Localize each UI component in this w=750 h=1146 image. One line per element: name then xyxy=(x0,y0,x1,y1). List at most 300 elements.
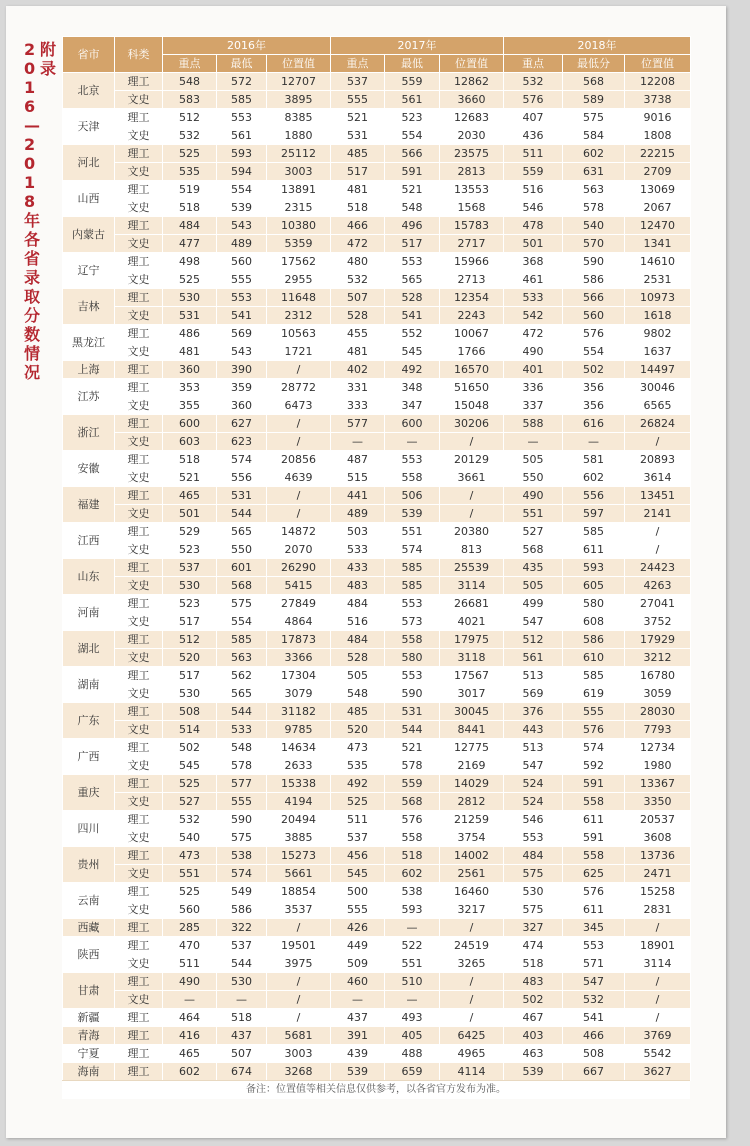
score-cell: 543 xyxy=(217,343,267,361)
score-cell: 3079 xyxy=(267,685,331,703)
score-cell: 553 xyxy=(217,109,267,127)
score-cell: 575 xyxy=(504,865,563,883)
score-cell: 568 xyxy=(385,793,440,811)
table-row xyxy=(63,775,691,793)
table-row xyxy=(63,379,691,397)
score-cell: 585 xyxy=(217,91,267,109)
score-cell: 532 xyxy=(331,271,385,289)
score-cell: 2070 xyxy=(267,541,331,559)
score-cell: / xyxy=(440,487,504,505)
score-cell: 589 xyxy=(563,91,625,109)
score-cell: 535 xyxy=(331,757,385,775)
score-cell: 449 xyxy=(331,937,385,955)
table-row xyxy=(63,739,691,757)
score-cell: 488 xyxy=(385,1045,440,1063)
score-cell: 10380 xyxy=(267,217,331,235)
score-cell: 15783 xyxy=(440,217,504,235)
province-cell: 陕西 xyxy=(63,937,115,973)
score-cell: 3975 xyxy=(267,955,331,973)
score-cell: 26681 xyxy=(440,595,504,613)
province-cell: 黑龙江 xyxy=(63,325,115,361)
score-cell: 529 xyxy=(163,523,217,541)
score-cell: 327 xyxy=(504,919,563,937)
score-cell: 550 xyxy=(217,541,267,559)
score-cell: 22215 xyxy=(625,145,691,163)
table-row xyxy=(63,631,691,649)
score-cell: 17562 xyxy=(267,253,331,271)
score-cell: / xyxy=(267,919,331,937)
score-cell: 585 xyxy=(563,523,625,541)
score-cell: 553 xyxy=(217,289,267,307)
category-cell: 理工 xyxy=(115,667,163,685)
header-category: 科类 xyxy=(115,37,163,73)
score-cell: 584 xyxy=(563,127,625,145)
score-cell: 605 xyxy=(563,577,625,595)
category-cell: 理工 xyxy=(115,559,163,577)
score-cell: 28030 xyxy=(625,703,691,721)
province-cell: 浙江 xyxy=(63,415,115,451)
category-cell: 文史 xyxy=(115,469,163,487)
score-cell: 487 xyxy=(331,451,385,469)
score-cell: 437 xyxy=(217,1027,267,1045)
score-cell: 2471 xyxy=(625,865,691,883)
score-cell: 355 xyxy=(163,397,217,415)
score-cell: 9016 xyxy=(625,109,691,127)
category-cell: 理工 xyxy=(115,937,163,955)
score-cell: 523 xyxy=(385,109,440,127)
score-cell: 4114 xyxy=(440,1063,504,1081)
score-cell: 11648 xyxy=(267,289,331,307)
score-cell: 591 xyxy=(563,775,625,793)
score-cell: 568 xyxy=(563,73,625,91)
score-cell: 523 xyxy=(163,595,217,613)
score-cell: 524 xyxy=(504,775,563,793)
score-cell: 544 xyxy=(217,955,267,973)
score-cell: 578 xyxy=(563,199,625,217)
province-cell: 福建 xyxy=(63,487,115,523)
score-cell: 1637 xyxy=(625,343,691,361)
province-cell: 上海 xyxy=(63,361,115,379)
table-row xyxy=(63,955,691,973)
score-cell: 532 xyxy=(504,73,563,91)
score-cell: 554 xyxy=(385,127,440,145)
score-cell: 18901 xyxy=(625,937,691,955)
table-row xyxy=(63,253,691,271)
score-cell: 360 xyxy=(163,361,217,379)
score-cell: 14002 xyxy=(440,847,504,865)
score-cell: / xyxy=(267,361,331,379)
score-cell: 580 xyxy=(563,595,625,613)
score-cell: 524 xyxy=(504,793,563,811)
score-cell: 590 xyxy=(385,685,440,703)
score-cell: 6425 xyxy=(440,1027,504,1045)
score-cell: 27041 xyxy=(625,595,691,613)
score-cell: 561 xyxy=(217,127,267,145)
score-cell: 486 xyxy=(163,325,217,343)
score-cell: 514 xyxy=(163,721,217,739)
score-cell: / xyxy=(267,991,331,1009)
score-cell: 436 xyxy=(504,127,563,145)
score-cell: 483 xyxy=(504,973,563,991)
category-cell: 理工 xyxy=(115,919,163,937)
category-cell: 文史 xyxy=(115,757,163,775)
table-row xyxy=(63,757,691,775)
score-cell: 505 xyxy=(504,451,563,469)
score-cell: 16460 xyxy=(440,883,504,901)
score-cell: 591 xyxy=(563,829,625,847)
score-cell: 490 xyxy=(504,343,563,361)
score-cell: 543 xyxy=(217,217,267,235)
score-cell: 467 xyxy=(504,1009,563,1027)
score-cell: 512 xyxy=(163,631,217,649)
score-cell: 2831 xyxy=(625,901,691,919)
score-cell: 13367 xyxy=(625,775,691,793)
score-cell: 570 xyxy=(563,235,625,253)
province-cell: 内蒙古 xyxy=(63,217,115,253)
score-cell: 484 xyxy=(504,847,563,865)
score-cell: — xyxy=(163,991,217,1009)
score-cell: 512 xyxy=(163,109,217,127)
score-cell: 461 xyxy=(504,271,563,289)
score-cell: 603 xyxy=(163,433,217,451)
category-cell: 文史 xyxy=(115,991,163,1009)
score-cell: 13069 xyxy=(625,181,691,199)
score-cell: 501 xyxy=(504,235,563,253)
score-cell: 16780 xyxy=(625,667,691,685)
score-cell: 465 xyxy=(163,1045,217,1063)
score-cell: 578 xyxy=(385,757,440,775)
score-cell: 2955 xyxy=(267,271,331,289)
score-cell: 555 xyxy=(217,793,267,811)
score-cell: 13451 xyxy=(625,487,691,505)
category-cell: 理工 xyxy=(115,289,163,307)
header-sub: 最低 xyxy=(385,55,440,73)
score-cell: 17929 xyxy=(625,631,691,649)
province-cell: 广西 xyxy=(63,739,115,775)
score-cell: 477 xyxy=(163,235,217,253)
table-row xyxy=(63,667,691,685)
score-cell: 546 xyxy=(504,199,563,217)
category-cell: 文史 xyxy=(115,91,163,109)
score-cell: 572 xyxy=(217,73,267,91)
province-cell: 吉林 xyxy=(63,289,115,325)
province-cell: 西藏 xyxy=(63,919,115,937)
score-cell: 550 xyxy=(504,469,563,487)
score-cell: 464 xyxy=(163,1009,217,1027)
score-cell: 574 xyxy=(217,451,267,469)
category-cell: 文史 xyxy=(115,829,163,847)
table-row xyxy=(63,595,691,613)
header-sub: 位置值 xyxy=(625,55,691,73)
table-row xyxy=(63,721,691,739)
score-cell: 616 xyxy=(563,415,625,433)
score-cell: 530 xyxy=(163,289,217,307)
score-cell: 437 xyxy=(331,1009,385,1027)
score-cell: 507 xyxy=(217,1045,267,1063)
score-cell: 4263 xyxy=(625,577,691,595)
score-cell: 337 xyxy=(504,397,563,415)
province-cell: 山东 xyxy=(63,559,115,595)
score-cell: 590 xyxy=(563,253,625,271)
score-cell: 30206 xyxy=(440,415,504,433)
table-row xyxy=(63,613,691,631)
score-cell: 360 xyxy=(217,397,267,415)
score-cell: 667 xyxy=(563,1063,625,1081)
score-cell: 2531 xyxy=(625,271,691,289)
score-cell: 568 xyxy=(217,577,267,595)
score-cell: / xyxy=(440,1009,504,1027)
header-row-years xyxy=(63,37,691,55)
appendix-label: 附录 xyxy=(40,40,57,78)
score-cell: 28772 xyxy=(267,379,331,397)
score-cell: 3114 xyxy=(440,577,504,595)
score-cell: 2169 xyxy=(440,757,504,775)
score-cell: 555 xyxy=(331,901,385,919)
score-cell: 533 xyxy=(504,289,563,307)
score-cell: 528 xyxy=(331,649,385,667)
score-cell: 625 xyxy=(563,865,625,883)
score-cell: 600 xyxy=(163,415,217,433)
score-cell: 566 xyxy=(385,145,440,163)
score-cell: / xyxy=(267,973,331,991)
score-cell: 518 xyxy=(163,451,217,469)
score-cell: 560 xyxy=(563,307,625,325)
score-cell: 435 xyxy=(504,559,563,577)
score-cell: 15048 xyxy=(440,397,504,415)
table-row xyxy=(63,397,691,415)
table-row xyxy=(63,91,691,109)
score-cell: 3003 xyxy=(267,1045,331,1063)
score-cell: 3754 xyxy=(440,829,504,847)
score-cell: 566 xyxy=(563,289,625,307)
category-cell: 理工 xyxy=(115,487,163,505)
score-cell: 533 xyxy=(217,721,267,739)
score-cell: 523 xyxy=(163,541,217,559)
score-cell: 17304 xyxy=(267,667,331,685)
score-cell: 493 xyxy=(385,1009,440,1027)
table-row xyxy=(63,361,691,379)
score-cell: 553 xyxy=(504,829,563,847)
category-cell: 理工 xyxy=(115,325,163,343)
score-cell: 474 xyxy=(504,937,563,955)
score-cell: 623 xyxy=(217,433,267,451)
category-cell: 文史 xyxy=(115,433,163,451)
table-row xyxy=(63,703,691,721)
score-cell: — xyxy=(331,433,385,451)
header-sub: 重点 xyxy=(331,55,385,73)
score-cell: 511 xyxy=(331,811,385,829)
score-cell: / xyxy=(625,433,691,451)
score-cell: 602 xyxy=(563,145,625,163)
score-cell: 565 xyxy=(217,523,267,541)
score-cell: 539 xyxy=(504,1063,563,1081)
score-cell: 489 xyxy=(217,235,267,253)
score-cell: 511 xyxy=(163,955,217,973)
score-cell: 574 xyxy=(217,865,267,883)
province-cell: 江西 xyxy=(63,523,115,559)
category-cell: 理工 xyxy=(115,415,163,433)
score-cell: 531 xyxy=(217,487,267,505)
score-cell: 585 xyxy=(563,667,625,685)
table-row xyxy=(63,73,691,91)
province-cell: 山西 xyxy=(63,181,115,217)
score-cell: 576 xyxy=(504,91,563,109)
score-cell: 3608 xyxy=(625,829,691,847)
score-cell: 402 xyxy=(331,361,385,379)
score-cell: 20537 xyxy=(625,811,691,829)
score-cell: 577 xyxy=(217,775,267,793)
score-cell: 563 xyxy=(217,649,267,667)
score-cell: 13736 xyxy=(625,847,691,865)
score-cell: 565 xyxy=(217,685,267,703)
score-cell: 518 xyxy=(331,199,385,217)
score-cell: 439 xyxy=(331,1045,385,1063)
score-cell: 535 xyxy=(163,163,217,181)
score-cell: 3660 xyxy=(440,91,504,109)
score-cell: 528 xyxy=(331,307,385,325)
score-cell: 3350 xyxy=(625,793,691,811)
table-row xyxy=(63,217,691,235)
score-cell: 484 xyxy=(163,217,217,235)
score-cell: 571 xyxy=(563,955,625,973)
score-cell: 548 xyxy=(163,73,217,91)
score-cell: 531 xyxy=(331,127,385,145)
score-cell: 401 xyxy=(504,361,563,379)
score-cell: 503 xyxy=(331,523,385,541)
score-cell: 627 xyxy=(217,415,267,433)
category-cell: 文史 xyxy=(115,271,163,289)
score-cell: 516 xyxy=(331,613,385,631)
score-cell: 547 xyxy=(563,973,625,991)
score-cell: 3537 xyxy=(267,901,331,919)
score-cell: 544 xyxy=(385,721,440,739)
score-cell: 473 xyxy=(331,739,385,757)
score-cell: 1808 xyxy=(625,127,691,145)
score-cell: 2141 xyxy=(625,505,691,523)
score-cell: 545 xyxy=(331,865,385,883)
score-cell: 505 xyxy=(331,667,385,685)
table-row xyxy=(63,271,691,289)
score-cell: 3661 xyxy=(440,469,504,487)
table-row xyxy=(63,541,691,559)
category-cell: 理工 xyxy=(115,451,163,469)
table-row xyxy=(63,433,691,451)
score-cell: 540 xyxy=(163,829,217,847)
score-cell: 20380 xyxy=(440,523,504,541)
score-cell: 2813 xyxy=(440,163,504,181)
score-cell: 481 xyxy=(331,343,385,361)
score-cell: 478 xyxy=(504,217,563,235)
score-cell: / xyxy=(267,1009,331,1027)
score-cell: 541 xyxy=(563,1009,625,1027)
score-cell: 583 xyxy=(163,91,217,109)
score-cell: 17975 xyxy=(440,631,504,649)
score-cell: 463 xyxy=(504,1045,563,1063)
table-row xyxy=(63,649,691,667)
score-cell: 376 xyxy=(504,703,563,721)
score-cell: 525 xyxy=(163,883,217,901)
score-cell: 580 xyxy=(385,649,440,667)
score-cell: 569 xyxy=(504,685,563,703)
score-cell: 549 xyxy=(217,883,267,901)
score-cell: 516 xyxy=(504,181,563,199)
category-cell: 文史 xyxy=(115,865,163,883)
category-cell: 文史 xyxy=(115,721,163,739)
score-cell: 576 xyxy=(563,325,625,343)
score-cell: / xyxy=(267,487,331,505)
score-cell: / xyxy=(625,523,691,541)
province-cell: 云南 xyxy=(63,883,115,919)
score-cell: 20856 xyxy=(267,451,331,469)
score-cell: 542 xyxy=(504,307,563,325)
province-cell: 辽宁 xyxy=(63,253,115,289)
score-cell: 558 xyxy=(385,829,440,847)
score-cell: 407 xyxy=(504,109,563,127)
score-cell: 23575 xyxy=(440,145,504,163)
score-cell: 508 xyxy=(563,1045,625,1063)
category-cell: 文史 xyxy=(115,613,163,631)
score-cell: — xyxy=(217,991,267,1009)
score-cell: 513 xyxy=(504,667,563,685)
score-cell: 558 xyxy=(563,847,625,865)
score-cell: 368 xyxy=(504,253,563,271)
score-cell: 558 xyxy=(563,793,625,811)
score-cell: / xyxy=(440,991,504,1009)
score-cell: 554 xyxy=(217,613,267,631)
score-cell: 1880 xyxy=(267,127,331,145)
score-cell: / xyxy=(625,973,691,991)
score-cell: 581 xyxy=(563,451,625,469)
category-cell: 文史 xyxy=(115,541,163,559)
score-cell: 485 xyxy=(331,145,385,163)
province-cell: 青海 xyxy=(63,1027,115,1045)
category-cell: 理工 xyxy=(115,739,163,757)
score-cell: 518 xyxy=(385,847,440,865)
score-cell: 443 xyxy=(504,721,563,739)
score-cell: 602 xyxy=(563,469,625,487)
table-row xyxy=(63,937,691,955)
score-cell: 544 xyxy=(217,505,267,523)
score-cell: 473 xyxy=(163,847,217,865)
category-cell: 文史 xyxy=(115,793,163,811)
score-cell: — xyxy=(563,433,625,451)
score-cell: 10067 xyxy=(440,325,504,343)
score-cell: 20129 xyxy=(440,451,504,469)
score-cell: 26824 xyxy=(625,415,691,433)
score-cell: 9802 xyxy=(625,325,691,343)
score-cell: 2243 xyxy=(440,307,504,325)
score-cell: 496 xyxy=(385,217,440,235)
score-cell: 12470 xyxy=(625,217,691,235)
score-cell: 1568 xyxy=(440,199,504,217)
score-cell: 481 xyxy=(331,181,385,199)
category-cell: 理工 xyxy=(115,631,163,649)
score-cell: 465 xyxy=(163,487,217,505)
score-cell: 485 xyxy=(331,703,385,721)
admission-score-table xyxy=(62,36,691,1081)
score-cell: 2030 xyxy=(440,127,504,145)
score-cell: / xyxy=(440,433,504,451)
score-cell: 2713 xyxy=(440,271,504,289)
score-cell: 585 xyxy=(385,577,440,595)
score-cell: 577 xyxy=(331,415,385,433)
score-cell: 12683 xyxy=(440,109,504,127)
category-cell: 文史 xyxy=(115,343,163,361)
category-cell: 理工 xyxy=(115,145,163,163)
score-cell: / xyxy=(625,541,691,559)
header-year: 2016年 xyxy=(163,37,331,55)
header-province: 省市 xyxy=(63,37,115,73)
